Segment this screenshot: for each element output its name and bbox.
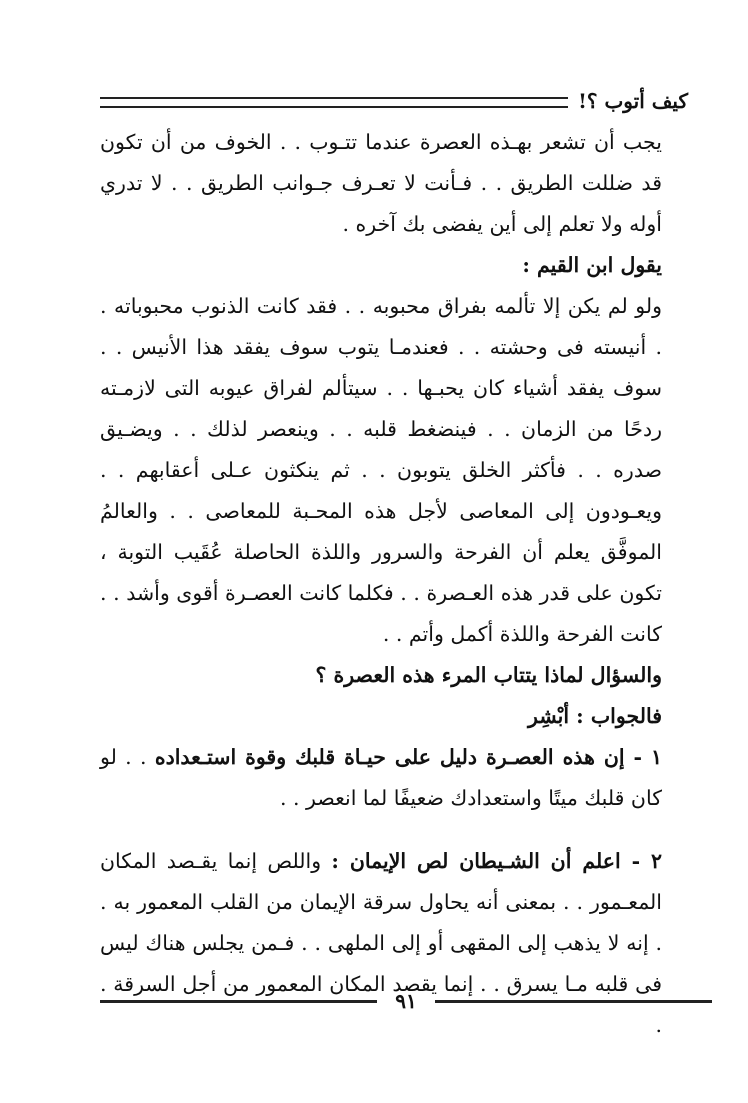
footer-rule-right [435,1000,712,1003]
header-title: كيف أتوب ؟! [578,89,688,113]
page-footer [100,988,712,1014]
running-header [100,86,688,116]
ibn-qayyim-heading: يقول ابن القيم : [522,253,662,277]
list-item-1-lead: ١ - إن هذه العصـرة دليل على حيـاة قلبك وقوة استـعداده [154,745,662,769]
page-number: ٩١ [395,989,417,1013]
list-item-1-text: . . لو كان قلبك ميتًا واستعدادك ضعيفًا لما انعصر . . [100,745,662,810]
answer-heading: فالجواب : أبْشِر [528,704,662,728]
page-body [100,122,688,1046]
list-item-1 [100,737,688,819]
list-item-2-lead: ٢ - اعلم أن الشـيطان لص الإيمان : [331,849,663,873]
question-heading: والسؤال لماذا يتتاب المرء هذه العصرة ؟ [315,663,662,687]
paragraph-intro: يجب أن تشعر بهـذه العصرة عندما تتـوب . . الخوف من أن تكون قد ضللت الطريق . . فـأنت لا تعـرف جـوانب الطريق . . لا تدري أوله ولا تعلم إلى أين يفضى بك آخره . [100,130,662,236]
footer-rule-left [100,1000,377,1003]
list-item-2 [100,841,688,1046]
list-item-2-text: واللص إنما يقـصد المكان المعـمور . . بمعنى أنه يحاول سرقة الإيمان من القلب المعمور به . . إنه لا يذهب إلى المقهى أو إلى الملهى . . فـمن يجلس هناك ليس فى قلبه مـا يسرق . . إنما يقصد المكان المعمور من أجل السرقة . . [100,849,662,1037]
header-double-rule [100,97,568,108]
paragraph-quote: ولو لم يكن إلا تألمه بفراق محبوبه . . فقد كانت الذنوب محبوباته . . أنيسته فى وحشته . . فعندمـا يتوب سوف يفقد هذا الأنيس . . سوف يفقد أشياء كان يحبـها . . سيتألم لفراق عيوبه التى لازمـته ردحًا من الزمان . . فينضغط قلبه . . وينعصر لذلك . . ويضـيق صدره . . فأكثر الخلق يتوبون . . ثم ينكثون عـلى أعقابهم . . ويعـودون إلى المعاصى لأجل هذه المحـبة للمعاصى . . والعالمُ الموفَّق يعلم أن الفرحة والسرور واللذة الحاصلة عُقَيب التوبة ، تكون على قدر هذه العـصرة . . فكلما كانت العصـرة أقوى وأشد . . كانت الفرحة واللذة أكمل وأتم . . [100,294,662,646]
